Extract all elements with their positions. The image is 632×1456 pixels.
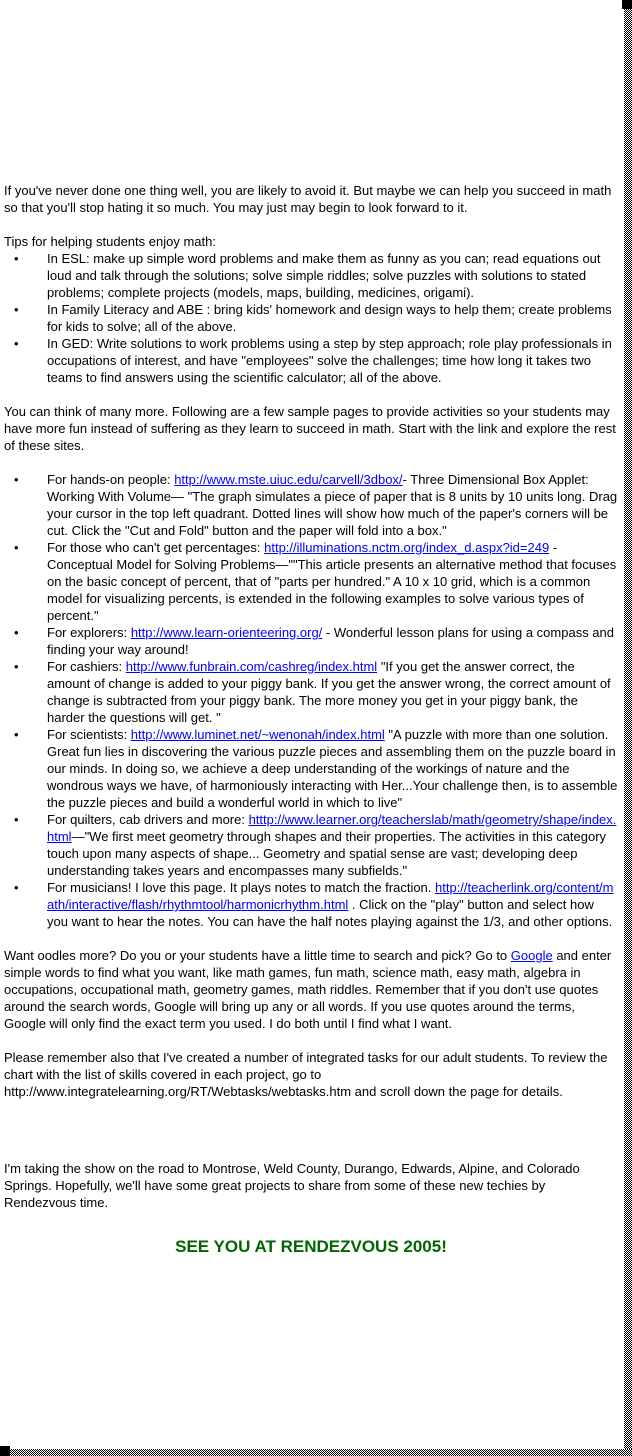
list-item-text bbox=[47, 812, 616, 878]
list-item-text: In ESL: make up simple word problems and make them as funny as you can; read equations out loud and talk through the solutions; solve simple riddles; solve puzzles with solutions to stated problems; complete projects (models, maps, building, medicines, origami). bbox=[47, 251, 601, 300]
hyperlink-luminet[interactable]: http://www.luminet.net/~wenonah/index.html bbox=[130, 727, 385, 742]
bullet-icon: • bbox=[14, 812, 19, 827]
list-item-text bbox=[47, 625, 614, 657]
horizontal-scrollbar-thumb[interactable] bbox=[0, 1446, 10, 1456]
link-post-text: —"We first meet geometry through shapes and their properties. The activities in this category touch upon many aspects of shape... Geometry and spatial sense are vast; developing deep understanding takes years and encompasses many subfields." bbox=[47, 829, 607, 878]
list-item-text bbox=[47, 727, 617, 810]
list-item bbox=[4, 624, 618, 658]
link-pre-text: For scientists: bbox=[47, 727, 131, 742]
list-item-text bbox=[47, 540, 616, 623]
bullet-icon: • bbox=[14, 540, 19, 555]
vertical-scrollbar-thumb[interactable] bbox=[622, 0, 632, 9]
link-post-text: "A puzzle with more than one solution. Great fun lies in discovering the various puzzle pieces and assembling them on the puzzle board in our minds. In doing so, we achieve a deep understanding of the workings of nature and the wondrous ways we have, of harmoniously interacting with Her...Your challenge then, is to assemble the puzzle pieces and build a wonderful world in which to live" bbox=[47, 727, 618, 810]
list-item bbox=[4, 335, 618, 386]
hyperlink-learner-org[interactable]: htttp://www.learner.org/teacherslab/math/geometry/shape/index.html bbox=[47, 812, 617, 844]
list-item bbox=[4, 811, 618, 879]
bullet-icon: • bbox=[14, 251, 19, 266]
link-pre-text: For explorers: bbox=[47, 625, 131, 640]
footer-banner: SEE YOU AT RENDEZVOUS 2005! bbox=[175, 1237, 447, 1256]
bullet-icon: • bbox=[14, 472, 19, 487]
bullet-icon: • bbox=[14, 880, 19, 895]
road-paragraph: I'm taking the show on the road to Montrose, Weld County, Durango, Edwards, Alpine, and Colorado Springs. Hopefully, we'll have some great projects to share from some of these new techies by Rendezvous time. bbox=[4, 1161, 580, 1210]
vertical-scrollbar-track[interactable] bbox=[624, 0, 632, 1456]
list-item bbox=[4, 301, 618, 335]
bullet-icon: • bbox=[14, 625, 19, 640]
list-item bbox=[4, 471, 618, 539]
list-item bbox=[4, 879, 618, 930]
google-pre-text: Want oodles more? Do you or your students have a little time to search and pick? Go to bbox=[4, 948, 511, 963]
list-item bbox=[4, 658, 618, 726]
link-post-text: - Wonderful lesson plans for using a compass and finding your way around! bbox=[47, 625, 614, 657]
list-item bbox=[4, 250, 618, 301]
bullet-icon: • bbox=[14, 336, 19, 351]
link-pre-text: For musicians! I love this page. It plays notes to match the fraction. bbox=[47, 880, 436, 895]
bullet-icon: • bbox=[14, 302, 19, 317]
google-paragraph bbox=[4, 947, 618, 1032]
horizontal-scrollbar-track[interactable] bbox=[0, 1449, 632, 1456]
bullet-icon: • bbox=[14, 659, 19, 674]
hyperlink-orienteering[interactable]: http://www.learn-orienteering.org/ bbox=[130, 625, 323, 640]
hyperlink-3dbox[interactable]: http://www.mste.uiuc.edu/carvell/3dbox/ bbox=[174, 472, 403, 487]
more-paragraph: You can think of many more. Following are a few sample pages to provide activities so your students may have more fun instead of suffering as they learn to succeed in math. Start with the link and explore the rest of these sites. bbox=[4, 404, 616, 453]
list-item bbox=[4, 726, 618, 811]
link-post-text: "If you get the answer correct, the amount of change is added to your piggy bank. If you get the answer wrong, the correct amount of change is subtracted from your piggy bank. The more money you get in your piggy bank, the harder the questions will get. " bbox=[47, 659, 611, 725]
list-item-text: In GED: Write solutions to work problems using a step by step approach; role play professionals in occupations of interest, and have "employees" solve the challenges; time how long it takes two teams to find answers using the scientific calculator; all of the above. bbox=[47, 336, 612, 385]
list-item-text: In Family Literacy and ABE : bring kids' homework and design ways to help them; create problems for kids to solve; all of the above. bbox=[47, 302, 612, 334]
bullet-icon: • bbox=[14, 727, 19, 742]
intro-paragraph: If you've never done one thing well, you are likely to avoid it. But maybe we can help you succeed in math so that you'll stop hating it so much. You may just may begin to look forward to it. bbox=[4, 183, 612, 215]
link-pre-text: For quilters, cab drivers and more: bbox=[47, 812, 249, 827]
hyperlink-funbrain[interactable]: http://www.funbrain.com/cashreg/index.html bbox=[125, 659, 378, 674]
link-post-text: - Conceptual Model for Solving Problems—""This article presents an alternative method that focuses on the basic concept of percent, that of "parts per hundred." A 10 x 10 grid, which is a common model for visualizing percents, is extended in the following examples to solve various types of percent." bbox=[47, 540, 617, 623]
tips-heading: Tips for helping students enjoy math: bbox=[4, 234, 216, 249]
tasks-paragraph: Please remember also that I've created a number of integrated tasks for our adult students. To review the chart with the list of skills covered in each project, go to http://www.integratelearning.org/RT/Webtasks/webtasks.htm and scroll down the page for details. bbox=[4, 1050, 608, 1099]
list-item bbox=[4, 539, 618, 624]
resource-links-list bbox=[4, 471, 618, 930]
google-post-text: and enter simple words to find what you want, like math games, fun math, science math, easy math, algebra in occupations, occupational math, geometry games, math riddles. Remember that if you don't use quotes around the search words, Google will bring up any or all words. If you use quotes around the terms, Google will only find the exact term you used. I do both until I find what I want. bbox=[4, 948, 612, 1031]
link-post-text: - Three Dimensional Box Applet: Working With Volume— "The graph simulates a piece of paper that is 8 units by 10 units long. Drag your cursor in the top left quadrant. Dotted lines will show how much of the paper's corners will be cut. Click the "Cut and Fold" button and the paper will fold into a box." bbox=[47, 472, 618, 538]
list-item-text bbox=[47, 659, 611, 725]
list-item-text bbox=[47, 472, 617, 538]
tips-list bbox=[4, 250, 618, 386]
hyperlink-google[interactable]: Google bbox=[510, 948, 553, 963]
link-pre-text: For hands-on people: bbox=[47, 472, 175, 487]
top-whitespace bbox=[4, 0, 618, 182]
hyperlink-teacherlink[interactable]: http://teacherlink.org/content/math/interactive/flash/rhythmtool/harmonicrhythm.html bbox=[47, 880, 614, 912]
link-pre-text: For those who can't get percentages: bbox=[47, 540, 265, 555]
link-pre-text: For cashiers: bbox=[47, 659, 126, 674]
hyperlink-illuminations[interactable]: http://illuminations.nctm.org/index_d.aspx?id=249 bbox=[264, 540, 550, 555]
list-item-text bbox=[47, 880, 614, 929]
link-post-text: . Click on the "play" button and select how you want to hear the notes. You can have the half notes playing against the 1/3, and other options. bbox=[47, 897, 613, 929]
